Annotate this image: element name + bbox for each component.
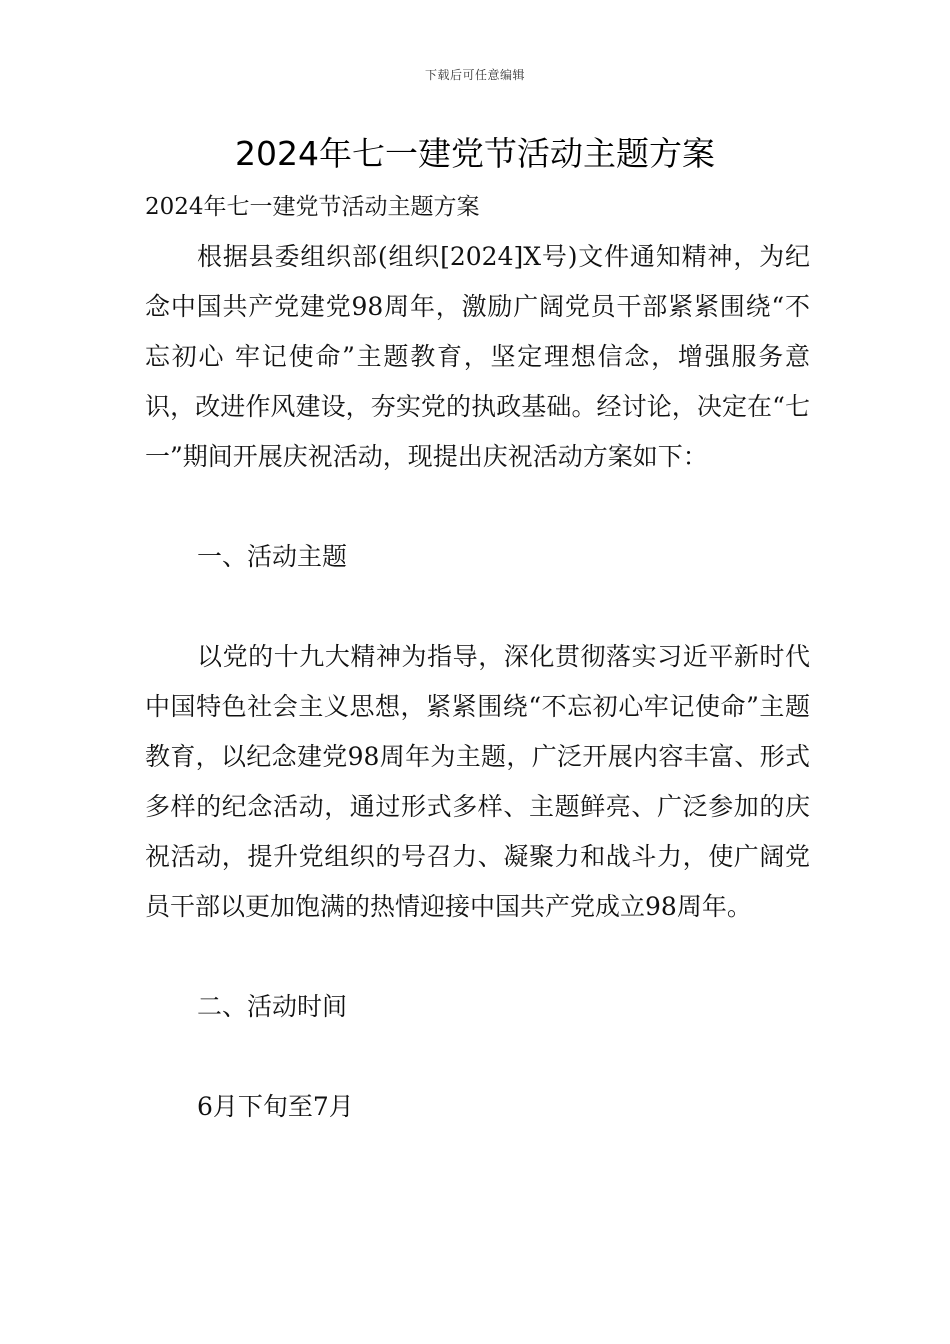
section-1-heading: 一、活动主题 bbox=[197, 542, 348, 571]
spacer bbox=[145, 932, 810, 982]
spacer bbox=[145, 582, 810, 632]
intro-paragraph: 根据县委组织部(组织[2024]X号)文件通知精神，为纪念中国共产党建党98周年，激励广阔党员干部紧紧围绕“不忘初心 牢记使命”主题教育，坚定理想信念，增强服务意识，改进作风建设，夯实党的执政基础。经讨论，决定在“七一”期间开展庆祝活动，现提出庆祝活动方案如下： bbox=[145, 242, 810, 471]
section-2-heading: 二、活动时间 bbox=[197, 992, 348, 1021]
section-2-paragraph: 6月下旬至7月 bbox=[197, 1092, 354, 1121]
document-body bbox=[145, 182, 810, 1132]
document-title: 2024年七一建党节活动主题方案 bbox=[235, 134, 715, 173]
page-header-note: 下载后可任意编辑 bbox=[424, 68, 525, 82]
section-1-paragraph: 以党的十九大精神为指导，深化贯彻落实习近平新时代中国特色社会主义思想，紧紧围绕“不忘初心牢记使命”主题教育，以纪念建党98周年为主题，广泛开展内容丰富、形式多样的纪念活动，通过形式多样、主题鲜亮、广泛参加的庆祝活动，提升党组织的号召力、凝聚力和战斗力，使广阔党员干部以更加饱满的热情迎接中国共产党成立98周年。 bbox=[145, 642, 810, 921]
document-subtitle: 2024年七一建党节活动主题方案 bbox=[145, 194, 480, 220]
spacer bbox=[145, 482, 810, 532]
spacer bbox=[145, 1032, 810, 1082]
